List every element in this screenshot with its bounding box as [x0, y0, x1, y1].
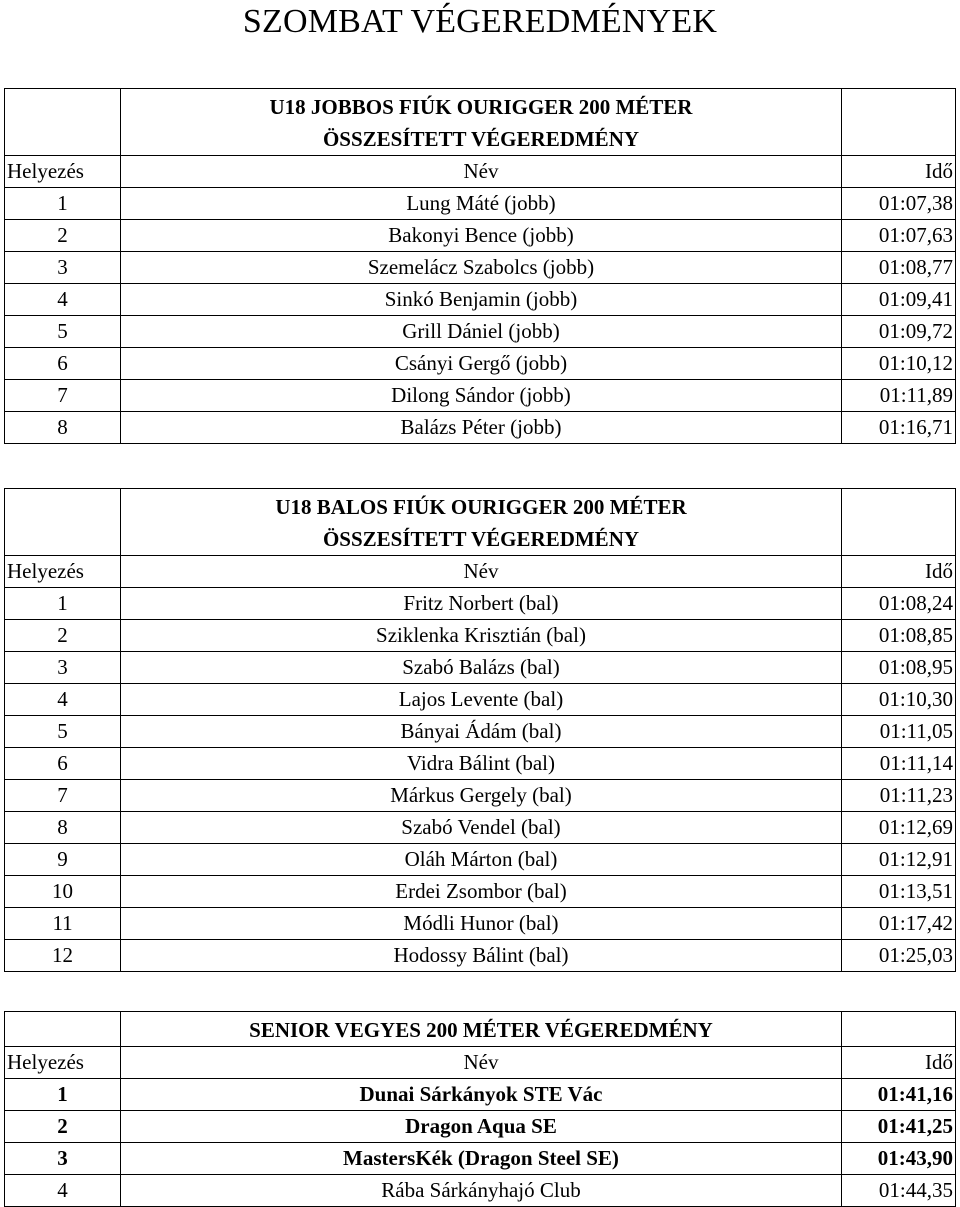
column-header-rank: Helyezés [5, 1047, 121, 1079]
results-table-u18-right [4, 88, 956, 444]
rank-cell: 6 [5, 348, 121, 380]
rank-cell: 8 [5, 812, 121, 844]
column-header-time: Idő [841, 556, 955, 588]
rank-cell: 1 [5, 188, 121, 220]
table-heading-row [5, 89, 956, 156]
rank-cell: 4 [5, 284, 121, 316]
rank-cell: 4 [5, 1175, 121, 1207]
table-row [5, 940, 956, 972]
column-header-name: Név [121, 556, 842, 588]
name-cell: Rába Sárkányhajó Club [121, 1175, 842, 1207]
section-heading-line: U18 BALOS FIÚK OURIGGER 200 MÉTER [275, 495, 687, 519]
name-cell: Márkus Gergely (bal) [121, 780, 842, 812]
name-cell: Módli Hunor (bal) [121, 908, 842, 940]
name-cell: Balázs Péter (jobb) [121, 412, 842, 444]
rank-cell: 5 [5, 316, 121, 348]
table-row [5, 1143, 956, 1175]
table-row [5, 652, 956, 684]
time-cell: 01:10,12 [841, 348, 955, 380]
corner-cell [841, 489, 955, 556]
time-cell: 01:16,71 [841, 412, 955, 444]
name-cell: Vidra Bálint (bal) [121, 748, 842, 780]
table-row [5, 1079, 956, 1111]
table-row [5, 684, 956, 716]
time-cell: 01:09,41 [841, 284, 955, 316]
rank-cell: 12 [5, 940, 121, 972]
name-cell: Szemelácz Szabolcs (jobb) [121, 252, 842, 284]
name-cell: Csányi Gergő (jobb) [121, 348, 842, 380]
time-cell: 01:09,72 [841, 316, 955, 348]
table-row [5, 284, 956, 316]
column-header-name: Név [121, 156, 842, 188]
name-cell: MastersKék (Dragon Steel SE) [121, 1143, 842, 1175]
section-heading-line: SENIOR VEGYES 200 MÉTER VÉGEREDMÉNY [249, 1018, 713, 1042]
table-row [5, 876, 956, 908]
table-row [5, 316, 956, 348]
rank-cell: 1 [5, 588, 121, 620]
time-cell: 01:12,91 [841, 844, 955, 876]
page-title: SZOMBAT VÉGEREDMÉNYEK [242, 3, 718, 40]
table-row [5, 780, 956, 812]
time-cell: 01:12,69 [841, 812, 955, 844]
time-cell: 01:08,24 [841, 588, 955, 620]
column-header-row [5, 556, 956, 588]
time-cell: 01:44,35 [841, 1175, 955, 1207]
time-cell: 01:08,85 [841, 620, 955, 652]
table-heading-row [5, 1012, 956, 1047]
rank-cell: 2 [5, 1111, 121, 1143]
column-header-row [5, 156, 956, 188]
time-cell: 01:08,77 [841, 252, 955, 284]
table-row [5, 1111, 956, 1143]
rank-cell: 3 [5, 652, 121, 684]
results-table-senior-mixed [4, 1011, 956, 1207]
corner-cell [5, 489, 121, 556]
name-cell: Oláh Márton (bal) [121, 844, 842, 876]
rank-cell: 9 [5, 844, 121, 876]
name-cell: Szabó Balázs (bal) [121, 652, 842, 684]
table-row [5, 588, 956, 620]
corner-cell [841, 89, 955, 156]
name-cell: Dilong Sándor (jobb) [121, 380, 842, 412]
name-cell: Hodossy Bálint (bal) [121, 940, 842, 972]
table-row [5, 748, 956, 780]
time-cell: 01:43,90 [841, 1143, 955, 1175]
section-heading [121, 1012, 842, 1047]
table-row [5, 620, 956, 652]
time-cell: 01:41,16 [841, 1079, 955, 1111]
corner-cell [5, 89, 121, 156]
name-cell: Sinkó Benjamin (jobb) [121, 284, 842, 316]
rank-cell: 3 [5, 1143, 121, 1175]
table-row [5, 1175, 956, 1207]
column-header-row [5, 1047, 956, 1079]
column-header-name: Név [121, 1047, 842, 1079]
rank-cell: 3 [5, 252, 121, 284]
section-heading-line: ÖSSZESÍTETT VÉGEREDMÉNY [322, 527, 640, 551]
time-cell: 01:07,63 [841, 220, 955, 252]
rank-cell: 4 [5, 684, 121, 716]
name-cell: Szabó Vendel (bal) [121, 812, 842, 844]
rank-cell: 6 [5, 748, 121, 780]
name-cell: Erdei Zsombor (bal) [121, 876, 842, 908]
column-header-rank: Helyezés [5, 156, 121, 188]
table-row [5, 716, 956, 748]
name-cell: Grill Dániel (jobb) [121, 316, 842, 348]
rank-cell: 5 [5, 716, 121, 748]
rank-cell: 7 [5, 380, 121, 412]
name-cell: Lajos Levente (bal) [121, 684, 842, 716]
table-row [5, 220, 956, 252]
column-header-time: Idő [841, 156, 955, 188]
name-cell: Fritz Norbert (bal) [121, 588, 842, 620]
table-row [5, 348, 956, 380]
table-row [5, 908, 956, 940]
rank-cell: 2 [5, 220, 121, 252]
time-cell: 01:08,95 [841, 652, 955, 684]
column-header-rank: Helyezés [5, 556, 121, 588]
time-cell: 01:25,03 [841, 940, 955, 972]
section-heading [121, 489, 842, 556]
name-cell: Bányai Ádám (bal) [121, 716, 842, 748]
time-cell: 01:07,38 [841, 188, 955, 220]
corner-cell [841, 1012, 955, 1047]
rank-cell: 8 [5, 412, 121, 444]
corner-cell [5, 1012, 121, 1047]
time-cell: 01:41,25 [841, 1111, 955, 1143]
time-cell: 01:10,30 [841, 684, 955, 716]
results-table-u18-left [4, 488, 956, 972]
rank-cell: 10 [5, 876, 121, 908]
section-heading [121, 89, 842, 156]
name-cell: Sziklenka Krisztián (bal) [121, 620, 842, 652]
section-heading-line: ÖSSZESÍTETT VÉGEREDMÉNY [322, 127, 640, 151]
column-header-time: Idő [841, 1047, 955, 1079]
table-row [5, 380, 956, 412]
name-cell: Lung Máté (jobb) [121, 188, 842, 220]
section-heading-line: U18 JOBBOS FIÚK OURIGGER 200 MÉTER [269, 95, 693, 119]
rank-cell: 11 [5, 908, 121, 940]
rank-cell: 1 [5, 1079, 121, 1111]
table-row [5, 412, 956, 444]
name-cell: Dunai Sárkányok STE Vác [121, 1079, 842, 1111]
time-cell: 01:11,14 [841, 748, 955, 780]
time-cell: 01:13,51 [841, 876, 955, 908]
time-cell: 01:17,42 [841, 908, 955, 940]
name-cell: Dragon Aqua SE [121, 1111, 842, 1143]
table-row [5, 188, 956, 220]
rank-cell: 2 [5, 620, 121, 652]
table-row [5, 252, 956, 284]
table-row [5, 844, 956, 876]
name-cell: Bakonyi Bence (jobb) [121, 220, 842, 252]
rank-cell: 7 [5, 780, 121, 812]
time-cell: 01:11,89 [841, 380, 955, 412]
time-cell: 01:11,23 [841, 780, 955, 812]
table-row [5, 812, 956, 844]
time-cell: 01:11,05 [841, 716, 955, 748]
table-heading-row [5, 489, 956, 556]
